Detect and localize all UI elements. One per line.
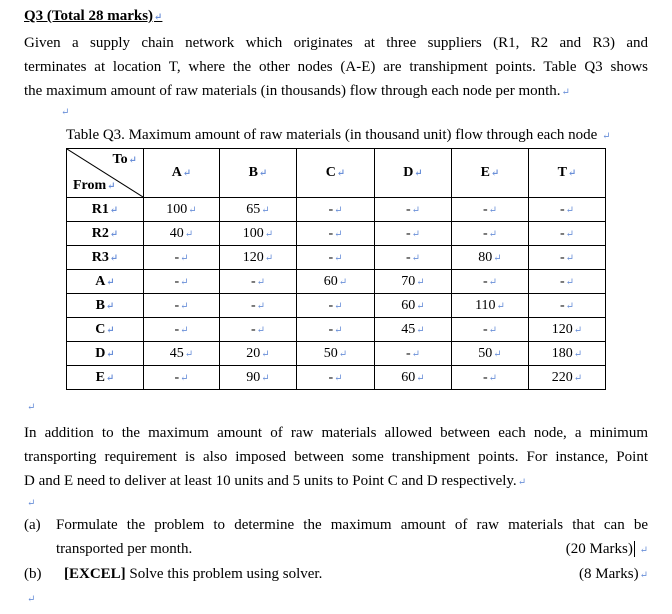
- table-caption: Table Q3. Maximum amount of raw materials (in thousand unit) flow through each node ↵: [66, 127, 611, 143]
- paragraph-mark-icon: ↵: [27, 402, 36, 413]
- paragraph-mark-icon: ↵: [27, 594, 36, 605]
- table-cell: -↵: [297, 318, 375, 342]
- column-header-t: T↵: [529, 149, 606, 198]
- paragraph-mark-icon: ↵: [27, 498, 36, 509]
- table-cell: -↵: [297, 246, 375, 270]
- table-row: [67, 366, 606, 390]
- table-cell: 220↵: [529, 366, 606, 390]
- row-header: R1↵: [67, 198, 144, 222]
- table-cell: 100↵: [220, 222, 297, 246]
- table-cell: 60↵: [375, 294, 452, 318]
- table-cell: -↵: [375, 246, 452, 270]
- table-cell: 60↵: [297, 270, 375, 294]
- table-cell: 120↵: [529, 318, 606, 342]
- intro-line-2: terminates at location T, where the other nodes (A-E) are transhipment points. Table Q3 shows: [24, 59, 648, 75]
- question-b-text: [EXCEL] Solve this problem using solver.: [64, 566, 323, 582]
- row-header: C↵: [67, 318, 144, 342]
- question-heading: Q3 (Total 28 marks)↵: [24, 8, 163, 24]
- table-row: [67, 246, 606, 270]
- question-a: [24, 517, 648, 534]
- table-cell: 65↵: [220, 198, 297, 222]
- table-row: [67, 342, 606, 366]
- column-header-e: E↵: [452, 149, 529, 198]
- intro-line-3: the maximum amount of raw materials (in thousands) flow through each node per month.↵: [24, 83, 570, 99]
- table-cell: -↵: [529, 294, 606, 318]
- question-a-label: (a): [24, 517, 41, 533]
- table-cell: -↵: [220, 270, 297, 294]
- column-header-b: B↵: [220, 149, 297, 198]
- question-a-line-2: transported per month.: [56, 541, 193, 557]
- paragraph-mark-icon: ↵: [602, 131, 611, 142]
- table-row: [67, 222, 606, 246]
- question-a-line-1: Formulate the problem to determine the maximum amount of raw materials that can be: [56, 517, 648, 533]
- table-cell: -↵: [375, 342, 452, 366]
- table-cell: -↵: [144, 294, 220, 318]
- row-header: R3↵: [67, 246, 144, 270]
- row-header: D↵: [67, 342, 144, 366]
- addition-line-2: transporting requirement is also imposed between some transhipment points. For instance, Point: [24, 449, 648, 465]
- table-cell: -↵: [375, 198, 452, 222]
- table-cell: 180↵: [529, 342, 606, 366]
- table-cell: -↵: [529, 198, 606, 222]
- addition-line-1: In addition to the maximum amount of raw materials allowed between each node, a minimum: [24, 425, 648, 441]
- table-cell: -↵: [144, 270, 220, 294]
- table-cell: -↵: [144, 246, 220, 270]
- table-cell: -↵: [297, 222, 375, 246]
- intro-line-1: Given a supply chain network which originates at three suppliers (R1, R2 and R3) and: [24, 35, 648, 51]
- table-cell: 60↵: [375, 366, 452, 390]
- table-cell: 120↵: [220, 246, 297, 270]
- table-cell: -↵: [297, 198, 375, 222]
- table-cell: -↵: [220, 318, 297, 342]
- table-cell: 45↵: [375, 318, 452, 342]
- column-header-d: D↵: [375, 149, 452, 198]
- table-cell: -↵: [297, 366, 375, 390]
- corner-to-label: To↵: [112, 152, 137, 167]
- row-header: A↵: [67, 270, 144, 294]
- table-row: [67, 198, 606, 222]
- paragraph-mark-icon: ↵: [154, 12, 163, 23]
- table-cell: -↵: [375, 222, 452, 246]
- table-cell: 90↵: [220, 366, 297, 390]
- paragraph-mark-icon: ↵: [561, 87, 570, 98]
- corner-from-label: From↵: [73, 178, 116, 193]
- table-row: [67, 294, 606, 318]
- table-cell: -↵: [220, 294, 297, 318]
- intro-paragraph: [24, 31, 648, 105]
- table-cell: -↵: [297, 294, 375, 318]
- table-cell: -↵: [452, 222, 529, 246]
- empty-paragraph: [26, 494, 35, 511]
- table-cell: -↵: [529, 222, 606, 246]
- paragraph-mark-icon: ↵: [517, 477, 527, 488]
- table-cell: -↵: [452, 270, 529, 294]
- table-cell: 70↵: [375, 270, 452, 294]
- question-b-label: (b): [24, 566, 42, 582]
- row-header: R2↵: [67, 222, 144, 246]
- table-row: [67, 270, 606, 294]
- excel-tag: [EXCEL]: [64, 566, 126, 582]
- table-cell: 110↵: [452, 294, 529, 318]
- table-cell: 50↵: [452, 342, 529, 366]
- corner-cell: [67, 149, 144, 198]
- question-b-marks: (8 Marks)↵: [579, 566, 648, 582]
- table-cell: 50↵: [297, 342, 375, 366]
- table-row: [67, 318, 606, 342]
- paragraph-mark-icon: ↵: [61, 107, 70, 118]
- table-cell: -↵: [144, 366, 220, 390]
- table-cell: 45↵: [144, 342, 220, 366]
- addition-paragraph: [24, 421, 648, 495]
- column-header-c: C↵: [297, 149, 375, 198]
- addition-line-3: D and E need to deliver at least 10 units and 5 units to Point C and D respectively.↵: [24, 473, 527, 489]
- table-cell: -↵: [529, 246, 606, 270]
- column-header-a: A↵: [144, 149, 220, 198]
- table-cell: 80↵: [452, 246, 529, 270]
- question-a-marks: (20 Marks) ↵: [565, 541, 648, 557]
- table-cell: -↵: [452, 366, 529, 390]
- flow-table: [66, 148, 606, 390]
- empty-paragraph: [26, 590, 35, 607]
- empty-paragraph: [60, 103, 69, 120]
- question-b: [24, 566, 648, 583]
- row-header: B↵: [67, 294, 144, 318]
- table-header-row: [67, 149, 606, 198]
- table-cell: -↵: [452, 198, 529, 222]
- table-cell: 100↵: [144, 198, 220, 222]
- table-cell: 40↵: [144, 222, 220, 246]
- table-cell: 20↵: [220, 342, 297, 366]
- table-cell: -↵: [452, 318, 529, 342]
- table-cell: -↵: [529, 270, 606, 294]
- row-header: E↵: [67, 366, 144, 390]
- table-cell: -↵: [144, 318, 220, 342]
- empty-paragraph: [26, 398, 35, 415]
